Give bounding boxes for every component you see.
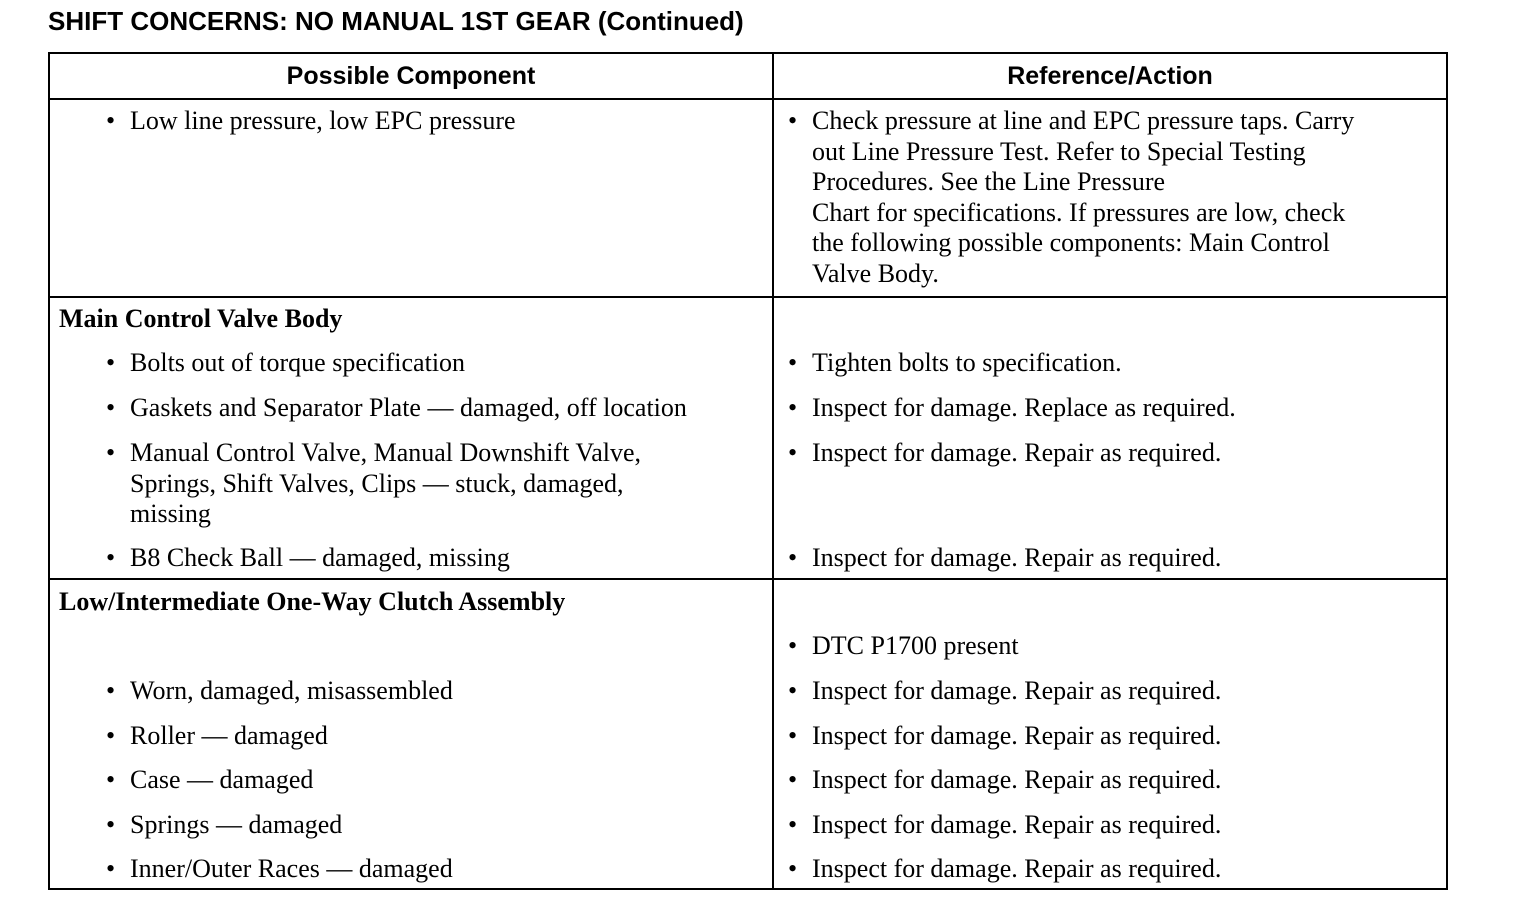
component-text: missing — [130, 499, 211, 528]
component-text: Springs, Shift Valves, Clips — stuck, damaged, — [130, 468, 624, 498]
bullet: • — [788, 721, 798, 750]
bullet: • — [106, 676, 116, 705]
bullet: • — [788, 348, 798, 377]
column-divider — [772, 54, 774, 888]
action-text: Inspect for damage. Repair as required. — [812, 676, 1222, 705]
group-heading: Low/Intermediate One-Way Clutch Assembly — [59, 587, 566, 616]
bullet: • — [106, 106, 116, 135]
component-text: Manual Control Valve, Manual Downshift Valve, — [130, 438, 642, 467]
row-divider — [50, 578, 1446, 580]
bullet: • — [106, 543, 116, 572]
bullet: • — [788, 438, 798, 467]
action-text: Inspect for damage. Repair as required. — [812, 721, 1222, 750]
group-heading: Main Control Valve Body — [59, 304, 343, 333]
action-text: Inspect for damage. Repair as required. — [812, 854, 1222, 883]
bullet: • — [106, 348, 116, 377]
bullet: • — [106, 438, 116, 467]
header-possible-component: Possible Component — [286, 62, 536, 90]
bullet: • — [106, 393, 116, 422]
component-text: Inner/Outer Races — damaged — [130, 854, 453, 883]
component-text: B8 Check Ball — damaged, missing — [130, 543, 510, 572]
action-text: Tighten bolts to specification. — [812, 348, 1122, 377]
bullet: • — [106, 810, 116, 839]
component-text: Springs — damaged — [130, 810, 343, 839]
header-reference-action: Reference/Action — [1007, 62, 1213, 90]
action-line: out Line Pressure Test. Refer to Special Testing — [812, 136, 1306, 166]
action-line: Procedures. See the Line Pressure — [812, 167, 1166, 196]
bullet: • — [788, 631, 798, 660]
table-header-row — [50, 54, 1446, 100]
bullet: • — [106, 854, 116, 883]
action-line: Check pressure at line and EPC pressure taps. Carry — [812, 106, 1355, 135]
action-line: Chart for specifications. If pressures are low, check — [812, 197, 1346, 227]
action-line: the following possible components: Main Control — [812, 228, 1330, 257]
component-text: Worn, damaged, misassembled — [130, 676, 453, 705]
action-text: Inspect for damage. Repair as required. — [812, 438, 1222, 467]
bullet: • — [788, 543, 798, 572]
bullet: • — [788, 393, 798, 422]
bullet: • — [106, 721, 116, 750]
diagnostic-table — [48, 52, 1448, 890]
action-text: DTC P1700 present — [812, 631, 1019, 660]
bullet: • — [788, 810, 798, 839]
action-text: Inspect for damage. Repair as required. — [812, 543, 1222, 572]
row-divider — [50, 296, 1446, 298]
component-text: Roller — damaged — [130, 721, 328, 750]
page-title: SHIFT CONCERNS: NO MANUAL 1ST GEAR (Continued) — [48, 6, 744, 36]
action-text: Inspect for damage. Repair as required. — [812, 765, 1222, 794]
bullet: • — [788, 854, 798, 883]
action-text: Inspect for damage. Replace as required. — [812, 393, 1236, 422]
component-text: Low line pressure, low EPC pressure — [130, 106, 516, 135]
action-text: Inspect for damage. Repair as required. — [812, 810, 1222, 839]
bullet: • — [106, 765, 116, 794]
component-text: Case — damaged — [130, 765, 314, 794]
component-text: Bolts out of torque specification — [130, 348, 466, 377]
bullet: • — [788, 676, 798, 705]
bullet: • — [788, 765, 798, 794]
component-text: Gaskets and Separator Plate — damaged, off location — [130, 393, 687, 422]
bullet: • — [788, 106, 798, 135]
action-line: Valve Body. — [812, 258, 939, 288]
